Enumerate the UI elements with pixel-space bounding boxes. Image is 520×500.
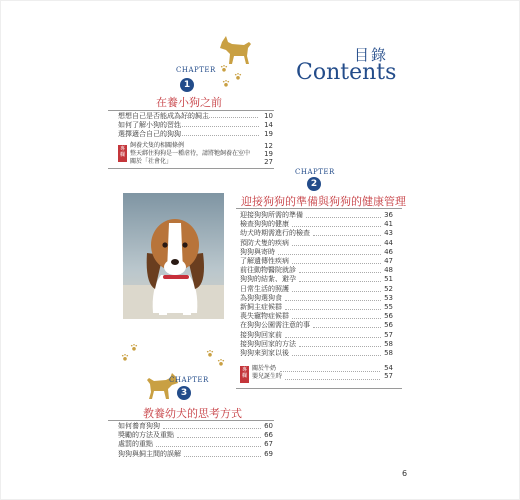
dot-leader xyxy=(177,437,261,438)
toc-row[interactable]: 想想自己是否能成為好的飼主 10 xyxy=(118,112,273,120)
column-row[interactable]: 整天綁住狗狗是一種虐待，請將牠飼養在室中 19 xyxy=(130,150,273,158)
column-tag: 專欄 xyxy=(118,145,127,162)
chapter1-number: 1 xyxy=(180,78,194,92)
toc-item-text: 為狗狗選狗食 xyxy=(240,293,282,302)
paw-icon xyxy=(131,344,137,351)
dot-leader xyxy=(313,235,381,236)
dot-leader xyxy=(285,300,381,301)
dot-leader xyxy=(292,245,381,246)
contents-title-en: Contents xyxy=(296,60,397,85)
toc-item-text: 如何養育狗狗 xyxy=(118,422,160,430)
dot-leader xyxy=(163,428,261,429)
dot-leader xyxy=(299,272,381,273)
dot-leader xyxy=(306,217,381,218)
toc-item-text: 獎勵的方法及重點 xyxy=(118,431,174,440)
chapter3-number: 3 xyxy=(177,386,191,400)
dot-leader xyxy=(285,309,381,310)
toc-row[interactable]: 如何了解小狗的習性 14 xyxy=(118,121,273,129)
toc-item-page: 48 xyxy=(384,266,393,275)
toc-item-page: 69 xyxy=(264,449,273,458)
dot-leader xyxy=(285,379,380,380)
column-tag: 專欄 xyxy=(240,366,249,383)
toc-item-text: 檢查狗狗的健康 xyxy=(240,220,289,229)
dot-leader xyxy=(166,117,258,118)
dot-leader xyxy=(292,226,381,227)
toc-item-text: 幼犬時期需進行的檢查 xyxy=(240,229,310,238)
chapter2-bottom-rule xyxy=(236,388,402,389)
toc-item-text: 狗狗來到家以後 xyxy=(240,349,289,357)
chapter1-bottom-rule xyxy=(108,168,274,169)
toc-item-page: 51 xyxy=(384,275,393,284)
toc-item-text: 了解遺傳性疾病 xyxy=(240,257,289,265)
toc-row[interactable] xyxy=(118,449,273,459)
contents-title-cn: 目錄 xyxy=(353,46,388,64)
toc-item-page: 53 xyxy=(384,293,393,302)
toc-item-text: 狗狗與寄時 xyxy=(240,247,275,256)
toc-item-page: 58 xyxy=(384,339,393,348)
toc-item-page: 36 xyxy=(384,211,393,219)
paw-icon xyxy=(122,354,128,361)
toc-row[interactable] xyxy=(240,348,393,358)
dot-leader xyxy=(292,291,381,292)
toc-item-page: 47 xyxy=(384,257,393,265)
toc-item-page: 41 xyxy=(384,220,393,229)
dot-leader xyxy=(278,254,381,255)
toc-item-text: 在狗狗公園需注意的事 xyxy=(240,321,310,330)
chapter2-rule xyxy=(236,208,402,209)
paw-icon xyxy=(218,359,224,366)
dot-leader xyxy=(280,371,380,372)
dot-leader xyxy=(184,456,261,457)
dot-leader xyxy=(285,337,381,338)
toc-item-page: 55 xyxy=(384,303,393,311)
toc-item-page: 60 xyxy=(264,422,273,430)
toc-item-page: 56 xyxy=(384,321,393,330)
toc-item-page: 43 xyxy=(384,229,393,238)
toc-item-text: 狗狗與飼主間的誤解 xyxy=(118,449,181,458)
toc-item-page: 58 xyxy=(384,349,393,357)
toc-item-page: 66 xyxy=(264,431,273,440)
column-row[interactable]: 飼養犬隻的相關條例 12 xyxy=(130,142,273,150)
toc-item-page: 46 xyxy=(384,247,393,256)
paw-icon xyxy=(207,350,213,357)
dot-leader xyxy=(313,327,381,328)
column-row[interactable]: 關於牛奶 54 xyxy=(252,364,393,372)
paw-icon xyxy=(221,65,227,72)
toc-item-text: 新飼主症候群 xyxy=(240,303,282,311)
paw-icon xyxy=(223,80,229,87)
toc-item-text: 前往動物醫院就診 xyxy=(240,266,296,275)
beagle-puppy-photo xyxy=(123,193,224,319)
toc-item-text: 喪失寵物症候群 xyxy=(240,312,289,321)
dot-leader xyxy=(292,318,381,319)
toc-item-page: 44 xyxy=(384,238,393,247)
toc-item-page: 67 xyxy=(264,440,273,449)
dot-leader xyxy=(162,126,259,127)
toc-item-page: 52 xyxy=(384,284,393,293)
dot-leader xyxy=(156,446,261,447)
toc-item-text: 日常生活的照護 xyxy=(240,284,289,293)
toc-row[interactable]: 選擇適合自己的狗狗 19 xyxy=(118,130,273,138)
dot-leader xyxy=(299,281,381,282)
chapter2-title: 迎接狗狗的準備與狗狗的健康管理 xyxy=(241,195,406,208)
page-number: 6 xyxy=(402,469,408,478)
chapter1-label: CHAPTER xyxy=(176,66,216,74)
dot-leader xyxy=(299,346,381,347)
toc-item-text: 處罰的重點 xyxy=(118,440,153,449)
toc-item-text: 接狗狗回家的方法 xyxy=(240,339,296,348)
dot-leader xyxy=(292,263,381,264)
toc-item-page: 57 xyxy=(384,330,393,339)
chapter3-label: CHAPTER xyxy=(169,376,209,384)
chapter2-number: 2 xyxy=(307,177,321,191)
toc-item-page: 56 xyxy=(384,312,393,321)
toc-item-text: 接狗狗回家前 xyxy=(240,330,282,339)
column-row[interactable]: 關於「社會化」 27 xyxy=(130,158,273,166)
toc-item-text: 迎接狗狗所需的準備 xyxy=(240,211,303,219)
dot-leader xyxy=(292,355,381,356)
chapter2-label: CHAPTER xyxy=(295,168,335,176)
dot-leader xyxy=(162,135,259,136)
toc-item-text: 預防犬隻的疾病 xyxy=(240,238,289,247)
toc-item-text: 狗狗的結紮、避孕 xyxy=(240,275,296,284)
chapter3-title: 教養幼犬的思考方式 xyxy=(143,407,242,420)
chapter1-title: 在養小狗之前 xyxy=(156,96,222,109)
column-row[interactable]: 嬰兒誕生時 57 xyxy=(252,372,393,380)
paw-icon xyxy=(235,73,241,80)
